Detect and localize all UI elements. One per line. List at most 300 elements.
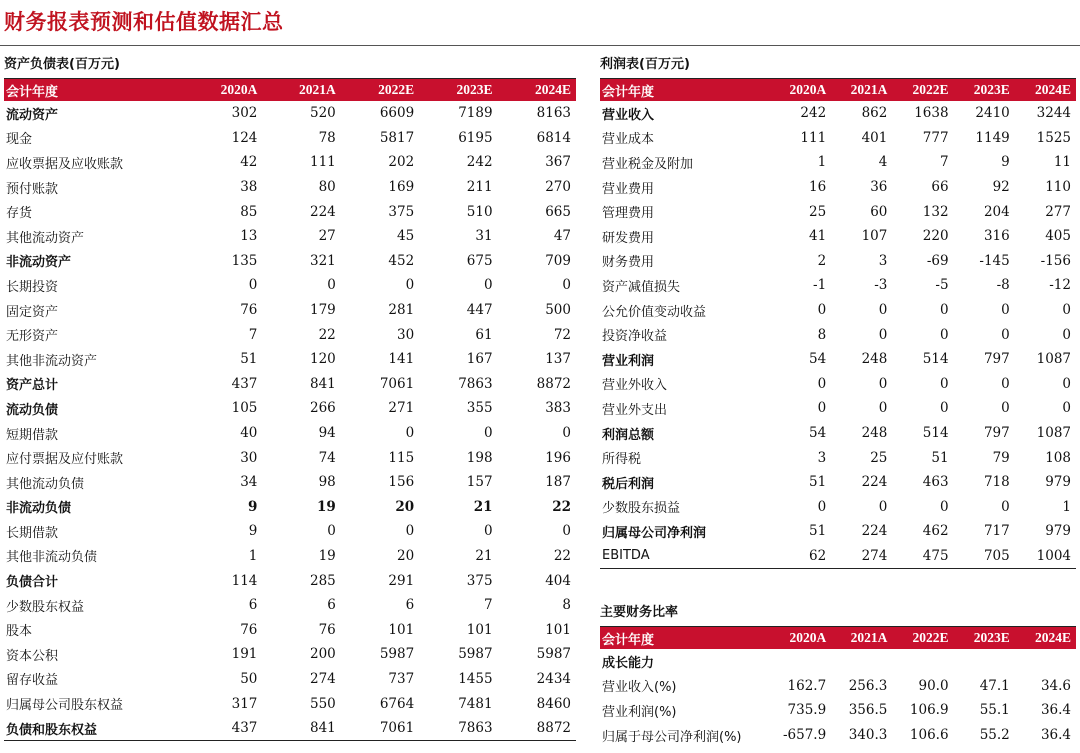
value-cell: 0	[939, 375, 949, 392]
value-cell: 51	[809, 523, 827, 540]
value-cell: -5	[935, 277, 949, 294]
value-cell: 30	[240, 449, 258, 466]
table-row	[600, 674, 1076, 699]
value-cell: 0	[817, 375, 827, 392]
value-cell: 0	[1001, 400, 1010, 417]
value-cell: 38	[240, 179, 258, 196]
value-cell: 665	[545, 203, 571, 220]
value-cell: 108	[1045, 449, 1071, 466]
value-cell: 0	[405, 277, 415, 294]
row-label: 其他流动负债	[6, 476, 85, 492]
value-cell: 220	[922, 228, 949, 245]
value-cell: 47.1	[979, 677, 1010, 694]
row-label: 短期借款	[6, 427, 59, 443]
value-cell: 45	[396, 228, 415, 245]
value-cell: 9	[1001, 154, 1010, 171]
value-cell: 55.2	[979, 727, 1010, 744]
value-cell: 0	[939, 498, 949, 515]
value-cell: 7	[483, 597, 493, 614]
value-cell: 224	[861, 523, 888, 540]
header-label-cell: 会计年度	[6, 84, 59, 100]
table-row	[600, 273, 1076, 298]
table-row	[4, 568, 576, 593]
row-label: 资产减值损失	[602, 279, 681, 295]
value-cell: 0	[1062, 400, 1071, 417]
value-cell: 5817	[379, 129, 415, 146]
value-cell: 285	[310, 572, 336, 589]
value-cell: 94	[318, 425, 336, 442]
value-cell: 2	[817, 252, 827, 269]
value-cell: 36.4	[1040, 727, 1071, 744]
value-cell: 462	[922, 523, 949, 540]
value-cell: 4	[878, 154, 888, 171]
value-cell: 76	[240, 621, 258, 638]
row-label: 无形资产	[6, 329, 59, 345]
table-row	[4, 372, 576, 397]
table-row	[600, 723, 1076, 748]
row-label: 应付票据及应付账款	[6, 452, 124, 468]
balance-sheet-caption: 资产负债表(百万元)	[4, 54, 576, 79]
value-cell: 114	[231, 572, 258, 589]
value-cell: 0	[939, 302, 949, 319]
value-cell: 248	[861, 351, 888, 368]
value-cell: 1087	[1036, 351, 1071, 368]
value-cell: 401	[861, 129, 888, 146]
value-cell: 60	[870, 203, 888, 220]
header-year-cell: 2024E	[1034, 82, 1071, 97]
value-cell: 22	[318, 326, 336, 343]
value-cell: 156	[388, 474, 415, 491]
row-label: 营业税金及附加	[602, 156, 694, 172]
row-label: 资本公积	[6, 648, 59, 664]
value-cell: 383	[545, 400, 571, 417]
value-cell: 500	[545, 302, 571, 319]
table-row	[4, 150, 576, 175]
value-cell: 90.0	[918, 677, 949, 694]
row-label: 负债合计	[6, 575, 59, 591]
row-label: 其他非流动资产	[6, 353, 98, 369]
value-cell: 7	[939, 154, 949, 171]
value-cell: 5987	[379, 646, 415, 663]
value-cell: 51	[931, 449, 949, 466]
value-cell: 76	[318, 621, 336, 638]
value-cell: 281	[388, 302, 415, 319]
row-label: 非流动负债	[6, 501, 72, 517]
value-cell: 1	[817, 154, 827, 171]
value-cell: 141	[388, 351, 415, 368]
value-cell: 191	[231, 646, 258, 663]
row-label: 归属母公司净利润	[602, 525, 707, 541]
table-row	[4, 273, 576, 298]
value-cell: 13	[240, 228, 258, 245]
value-cell: 0	[817, 302, 827, 319]
value-cell: 21	[473, 498, 493, 515]
value-cell: 6195	[458, 129, 493, 146]
row-label: 研发费用	[602, 230, 655, 246]
table-row	[4, 470, 576, 495]
table-row	[4, 495, 576, 520]
table-row	[600, 421, 1076, 446]
value-cell: 187	[545, 474, 571, 491]
row-label: 归属母公司股东权益	[6, 698, 124, 714]
row-label: 长期投资	[6, 279, 59, 295]
value-cell: 0	[562, 523, 571, 540]
value-cell: 8	[562, 597, 571, 614]
value-cell: 22	[552, 498, 571, 515]
table-row	[600, 698, 1076, 723]
table-row	[4, 421, 576, 446]
value-cell: 110	[1045, 179, 1071, 196]
table-header-row	[4, 79, 576, 101]
row-label: 利润总额	[602, 427, 655, 443]
value-cell: -145	[979, 252, 1010, 269]
row-label: EBITDA	[600, 544, 770, 569]
value-cell: 356.5	[848, 702, 888, 719]
value-cell	[770, 649, 831, 674]
table-row	[4, 101, 576, 126]
value-cell: 510	[466, 203, 493, 220]
value-cell: 3	[817, 449, 827, 466]
row-label: 营业收入(%)	[602, 680, 677, 696]
row-label: 负债和股东权益	[4, 716, 184, 741]
value-cell: 375	[388, 203, 415, 220]
value-cell: 19	[316, 498, 336, 515]
table-row	[4, 691, 576, 716]
value-cell: 979	[1045, 523, 1071, 540]
value-cell: 169	[388, 179, 415, 196]
table-row	[4, 249, 576, 274]
value-cell: 6764	[379, 695, 415, 712]
value-cell: 157	[466, 474, 493, 491]
value-cell: 55.1	[979, 702, 1010, 719]
value-cell: 0	[878, 400, 888, 417]
value-cell: 1087	[1036, 425, 1071, 442]
value-cell	[954, 649, 1015, 674]
value-cell: -69	[926, 252, 949, 269]
table-row	[600, 347, 1076, 372]
value-cell: 115	[388, 449, 415, 466]
value-cell: 107	[861, 228, 888, 245]
value-cell: 106.9	[909, 702, 949, 719]
row-label: 少数股东损益	[602, 501, 681, 517]
table-row	[600, 445, 1076, 470]
value-cell: 76	[240, 302, 258, 319]
value-cell: 200	[310, 646, 336, 663]
value-cell: 78	[318, 129, 336, 146]
value-cell: 0	[878, 302, 888, 319]
value-cell: 1149	[975, 129, 1010, 146]
value-cell: 50	[240, 670, 258, 687]
value-cell: 317	[231, 695, 258, 712]
value-cell: -657.9	[782, 727, 827, 744]
value-cell: 19	[318, 547, 336, 564]
table-row	[600, 372, 1076, 397]
table-header-row	[600, 79, 1076, 101]
value-cell	[1015, 649, 1076, 674]
value-cell: 8163	[536, 105, 571, 122]
value-cell: -156	[1040, 252, 1071, 269]
value-cell: 21	[475, 547, 493, 564]
value-cell: -3	[874, 277, 888, 294]
value-cell: 25	[809, 203, 827, 220]
value-cell: 7189	[458, 105, 493, 122]
value-cell: 224	[310, 203, 336, 220]
table-row	[4, 617, 576, 642]
value-cell: 27	[318, 228, 336, 245]
value-cell: 0	[1001, 375, 1010, 392]
row-label: 现金	[6, 132, 33, 148]
row-label: 其他非流动负债	[6, 550, 98, 566]
table-row	[4, 716, 576, 741]
value-cell: 42	[240, 154, 258, 171]
value-cell: 51	[809, 474, 827, 491]
table-row	[600, 649, 1076, 674]
value-cell: 132	[922, 203, 949, 220]
value-cell: 20	[396, 547, 415, 564]
value-cell: 248	[861, 425, 888, 442]
header-year-cell: 2023E	[456, 82, 493, 97]
table-row	[600, 322, 1076, 347]
header-year-cell: 2022E	[912, 630, 949, 645]
header-year-cell: 2022E	[378, 82, 415, 97]
value-cell: 1	[248, 547, 258, 564]
value-cell: 47	[553, 228, 571, 245]
value-cell: 1004	[1015, 544, 1076, 569]
value-cell: 8460	[536, 695, 571, 712]
header-year-cell: 2021A	[299, 82, 336, 97]
value-cell: 737	[388, 670, 415, 687]
value-cell: 62	[770, 544, 831, 569]
value-cell: 5987	[536, 646, 571, 663]
value-cell: 1525	[1036, 129, 1071, 146]
table-row	[600, 544, 1076, 569]
value-cell: 198	[466, 449, 493, 466]
row-label: 非流动资产	[6, 255, 72, 271]
row-label: 营业利润	[602, 353, 655, 369]
row-label: 应收票据及应收账款	[6, 156, 124, 172]
ratios-panel	[600, 602, 1076, 747]
value-cell: 316	[983, 228, 1010, 245]
value-cell: 405	[1045, 228, 1071, 245]
value-cell: 1455	[458, 670, 493, 687]
value-cell: 22	[553, 547, 571, 564]
value-cell: 0	[817, 400, 827, 417]
row-label: 营业外收入	[602, 378, 668, 394]
value-cell: 675	[466, 252, 493, 269]
table-row	[4, 519, 576, 544]
header-year-cell: 2024E	[534, 82, 571, 97]
value-cell: 256.3	[848, 677, 888, 694]
row-label: 投资净收益	[602, 329, 668, 345]
row-label: 流动负债	[6, 402, 59, 418]
value-cell: 0	[562, 425, 571, 442]
value-cell: 36.4	[1040, 702, 1071, 719]
value-cell: 1	[1062, 498, 1071, 515]
value-cell: 0	[405, 523, 415, 540]
value-cell: 302	[231, 105, 258, 122]
header-year-cell: 2020A	[789, 630, 827, 645]
row-label: 营业收入	[602, 107, 655, 123]
value-cell: 54	[809, 351, 827, 368]
value-cell	[892, 649, 953, 674]
value-cell: 9	[247, 498, 258, 515]
value-cell: 9	[248, 523, 258, 540]
value-cell: 2434	[536, 670, 571, 687]
value-cell: 111	[310, 154, 336, 171]
value-cell: 3244	[1036, 105, 1071, 122]
value-cell: 718	[983, 474, 1010, 491]
value-cell: 34	[240, 474, 258, 491]
value-cell: 367	[545, 154, 571, 171]
row-label: 长期借款	[6, 525, 59, 541]
value-cell: 101	[545, 621, 571, 638]
value-cell: 0	[248, 277, 258, 294]
row-label: 存货	[6, 206, 33, 222]
table-row	[4, 445, 576, 470]
header-year-cell: 2021A	[850, 630, 888, 645]
table-row	[4, 347, 576, 372]
table-row	[4, 199, 576, 224]
value-cell: 797	[983, 351, 1010, 368]
value-cell: 66	[931, 179, 949, 196]
table-row	[600, 101, 1076, 126]
value-cell: 0	[878, 326, 888, 343]
value-cell: 16	[809, 179, 827, 196]
header-year-cell: 2020A	[789, 82, 827, 97]
table-row	[600, 175, 1076, 200]
header-year-cell: 2022E	[912, 82, 949, 97]
value-cell: 1638	[914, 105, 949, 122]
value-cell: 80	[318, 179, 336, 196]
value-cell: 54	[809, 425, 827, 442]
value-cell: 179	[310, 302, 336, 319]
row-label: 营业利润(%)	[602, 704, 677, 720]
value-cell: 0	[939, 400, 949, 417]
income-statement-panel	[600, 54, 1076, 569]
value-cell: 520	[310, 105, 336, 122]
value-cell: 167	[466, 351, 493, 368]
value-cell: 98	[318, 474, 336, 491]
value-cell: 709	[545, 252, 571, 269]
header-label-cell: 会计年度	[602, 632, 655, 648]
value-cell: 11	[1053, 154, 1071, 171]
value-cell: 841	[310, 375, 336, 392]
value-cell: 979	[1045, 474, 1071, 491]
value-cell: 717	[983, 523, 1010, 540]
value-cell: 61	[475, 326, 493, 343]
value-cell: 862	[861, 105, 888, 122]
value-cell: 6	[248, 597, 258, 614]
value-cell: 355	[466, 400, 493, 417]
row-label: 营业费用	[602, 181, 655, 197]
row-label: 少数股东权益	[6, 599, 85, 615]
value-cell: -1	[813, 277, 827, 294]
value-cell: 0	[483, 277, 493, 294]
value-cell: 34.6	[1040, 677, 1071, 694]
value-cell: 0	[405, 425, 415, 442]
header-year-cell: 2024E	[1034, 630, 1071, 645]
value-cell: 841	[262, 716, 340, 741]
value-cell: 7061	[379, 375, 415, 392]
value-cell: 7061	[341, 716, 419, 741]
header-label-cell: 会计年度	[602, 84, 655, 100]
value-cell: 0	[483, 523, 493, 540]
value-cell: 242	[800, 105, 827, 122]
table-row	[4, 175, 576, 200]
value-cell: 271	[388, 400, 415, 417]
row-label: 营业外支出	[602, 402, 668, 418]
row-label: 归属于母公司净利润(%)	[602, 729, 742, 745]
value-cell: 162.7	[787, 677, 827, 694]
table-row	[4, 544, 576, 569]
ratios-caption: 主要财务比率	[600, 602, 1076, 627]
header-year-cell: 2021A	[850, 82, 888, 97]
value-cell: 514	[922, 351, 949, 368]
table-row	[600, 126, 1076, 151]
value-cell: 5987	[458, 646, 493, 663]
value-cell: 224	[861, 474, 888, 491]
value-cell: 135	[231, 252, 258, 269]
value-cell: 0	[878, 498, 888, 515]
value-cell: 447	[466, 302, 493, 319]
value-cell: 0	[1062, 302, 1071, 319]
value-cell: 277	[1045, 203, 1071, 220]
header-year-cell: 2023E	[973, 630, 1010, 645]
table-row	[600, 298, 1076, 323]
value-cell: 72	[553, 326, 571, 343]
value-cell: 266	[310, 400, 336, 417]
value-cell: 452	[388, 252, 415, 269]
value-cell: 40	[240, 425, 258, 442]
value-cell: 85	[240, 203, 258, 220]
value-cell: 7863	[458, 375, 493, 392]
value-cell: 437	[184, 716, 262, 741]
table-row	[4, 396, 576, 421]
value-cell: 0	[939, 326, 949, 343]
value-cell: 0	[327, 277, 336, 294]
table-row	[4, 593, 576, 618]
value-cell: 6814	[536, 129, 571, 146]
table-row	[600, 519, 1076, 544]
value-cell: 124	[231, 129, 258, 146]
value-cell: 196	[545, 449, 571, 466]
value-cell: 51	[240, 351, 258, 368]
table-row	[600, 396, 1076, 421]
row-label: 流动资产	[6, 107, 59, 123]
value-cell: 137	[545, 351, 571, 368]
value-cell: 321	[310, 252, 336, 269]
income-statement-table	[600, 79, 1076, 569]
value-cell: 7	[248, 326, 258, 343]
value-cell: 0	[1062, 375, 1071, 392]
value-cell: 0	[1001, 302, 1010, 319]
table-row	[4, 642, 576, 667]
table-row	[600, 495, 1076, 520]
value-cell: 8872	[536, 375, 571, 392]
table-row	[4, 224, 576, 249]
value-cell: 30	[396, 326, 415, 343]
row-label: 股本	[6, 624, 33, 640]
value-cell: 211	[466, 179, 493, 196]
value-cell: 514	[922, 425, 949, 442]
value-cell: -8	[996, 277, 1010, 294]
table-row	[4, 298, 576, 323]
value-cell: 705	[954, 544, 1015, 569]
value-cell: 0	[1001, 498, 1010, 515]
value-cell: 0	[327, 523, 336, 540]
value-cell: 242	[466, 154, 493, 171]
table-row	[600, 224, 1076, 249]
